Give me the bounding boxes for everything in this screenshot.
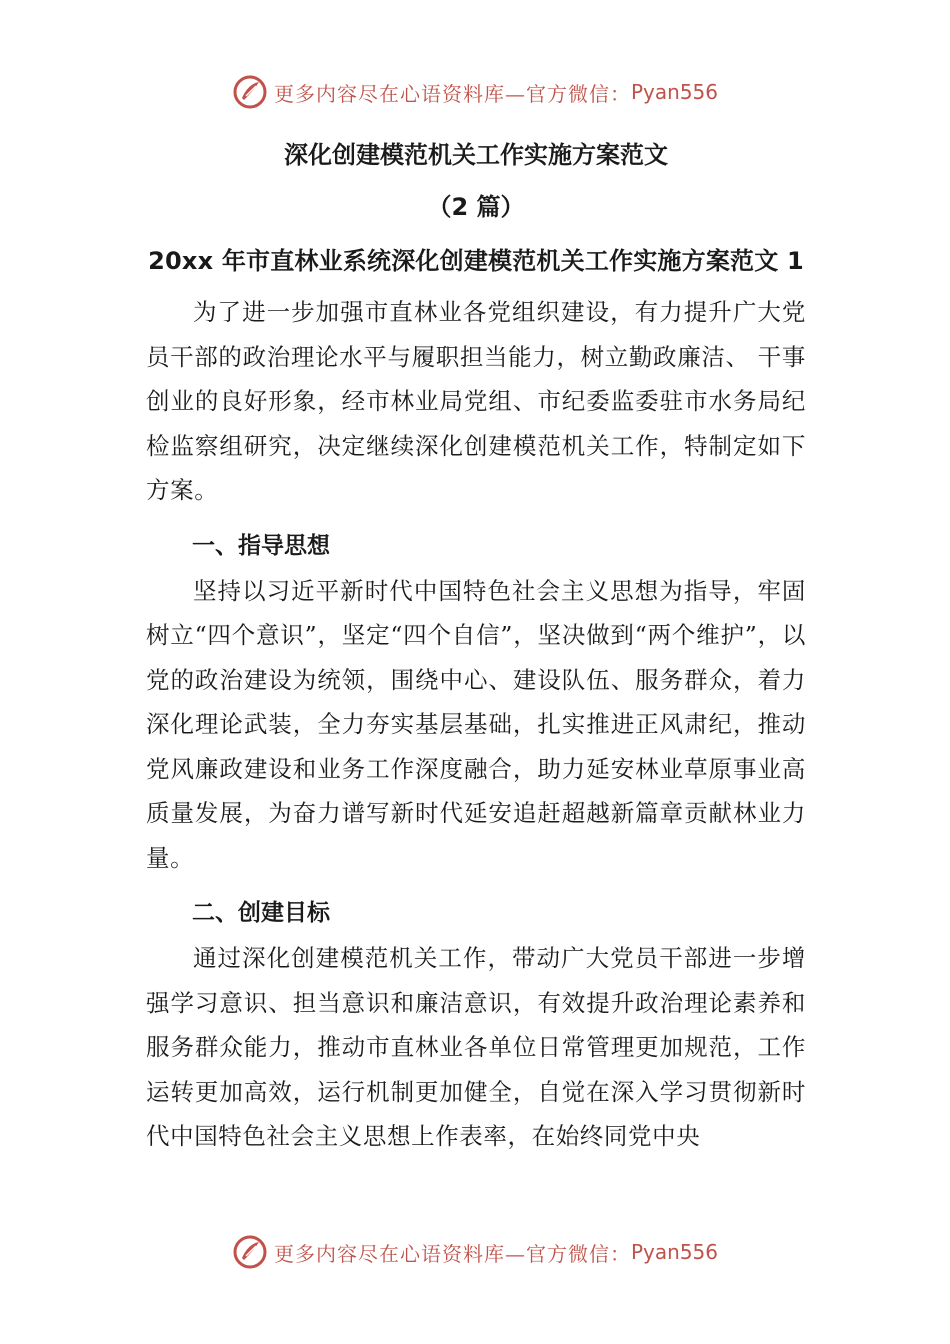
footer-banner bbox=[0, 1230, 950, 1274]
article-title: 20xx 年市直林业系统深化创建模范机关工作实施方案范文 1 bbox=[148, 247, 804, 275]
wechat-id: Pyan556 bbox=[630, 1240, 718, 1264]
banner-text: 更多内容尽在心语资料库—官方微信： bbox=[273, 1241, 631, 1266]
document-title: 深化创建模范机关工作实施方案范文 bbox=[284, 141, 668, 169]
document-body bbox=[146, 132, 806, 1159]
section-heading: 一、指导思想 bbox=[192, 532, 330, 559]
section-paragraph: 坚持以习近平新时代中国特色社会主义思想为指导，牢固树立“四个意识”，坚定“四个自信”，坚决做到“两个维护”，以党的政治建设为统领，围绕中心、建设队伍、服务群众，着力深化理论武装，全力夯实基层基础，扎实推进正风肃纪，推动党风廉政建设和业务工作深度融合，助力延安林业草原事业高质量发展，为奋力谱写新时代延安追赶超越新篇章贡献林业力量。 bbox=[146, 576, 806, 872]
document-subtitle: （2 篇） bbox=[427, 193, 525, 221]
wechat-id: Pyan556 bbox=[630, 80, 718, 104]
intro-paragraph: 为了进一步加强市直林业各党组织建设，有力提升广大党员干部的政治理论水平与履职担当能力，树立勤政廉洁、 干事创业的良好形象，经市林业局党组、市纪委监委驻市水务局纪检监察组研究，决定继续深化创建模范机关工作，特制定如下方案。 bbox=[146, 298, 806, 504]
section-paragraph: 通过深化创建模范机关工作，带动广大党员干部进一步增强学习意识、担当意识和廉洁意识，有效提升政治理论素养和服务群众能力，推动市直林业各单位日常管理更加规范，工作运转更加高效，运行机制更加健全，自觉在深入学习贯彻新时代中国特色社会主义思想上作表率，在始终同党中央 bbox=[146, 944, 806, 1150]
header-banner bbox=[0, 70, 950, 114]
library-logo-icon bbox=[232, 74, 268, 110]
section-heading: 二、创建目标 bbox=[192, 900, 330, 926]
library-logo-icon bbox=[232, 1234, 268, 1270]
banner-text: 更多内容尽在心语资料库—官方微信： bbox=[273, 81, 631, 106]
